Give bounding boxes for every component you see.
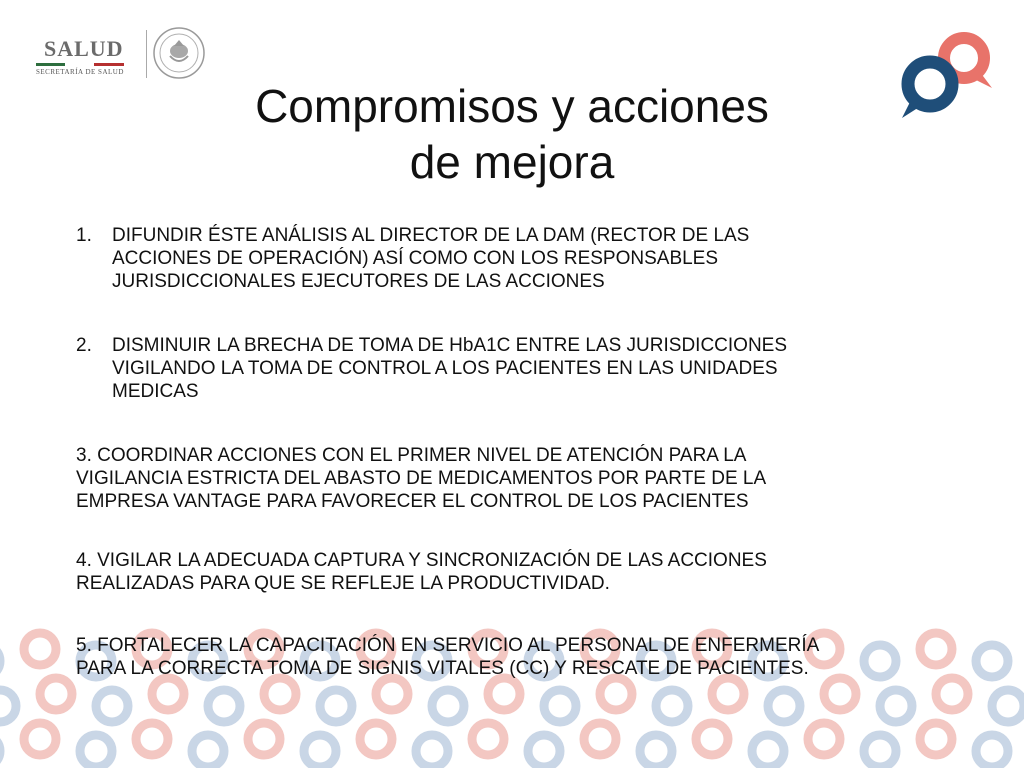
list-item: [76, 444, 976, 513]
title-line-2: de mejora: [409, 136, 615, 188]
pattern-ring: [808, 723, 840, 755]
list-item-number: 2.: [76, 335, 92, 356]
pattern-ring: [416, 735, 448, 767]
list-item-line: 5. FORTALECER LA CAPACITACIÓN EN SERVICIO AL PERSONAL DE ENFERMERÍA: [76, 635, 820, 656]
pattern-ring: [136, 723, 168, 755]
pattern-ring: [40, 678, 72, 710]
pattern-ring: [488, 678, 520, 710]
pattern-ring: [976, 645, 1008, 677]
list-item-line: JURISDICCIONALES EJECUTORES DE LAS ACCIONES: [112, 271, 605, 292]
list-item-line: MEDICAS: [112, 381, 199, 402]
pattern-ring: [656, 690, 688, 722]
title-line-1: Compromisos y acciones: [255, 80, 769, 132]
list-item-line: VIGILANCIA ESTRICTA DEL ABASTO DE MEDICAMENTOS POR PARTE DE LA: [76, 468, 767, 489]
salud-logo-stripe: [36, 63, 124, 66]
list-item-line: ACCIONES DE OPERACIÓN) ASÍ COMO CON LOS RESPONSABLES: [112, 248, 719, 269]
commitments-list: [76, 224, 976, 680]
list-item: [76, 224, 976, 293]
pattern-ring: [304, 735, 336, 767]
list-item-line: 4. VIGILAR LA ADECUADA CAPTURA Y SINCRONIZACIÓN DE LAS ACCIONES: [76, 550, 767, 571]
salud-logo: [32, 22, 222, 84]
pattern-ring: [992, 690, 1024, 722]
pattern-ring: [208, 690, 240, 722]
pattern-ring: [264, 678, 296, 710]
pattern-ring: [712, 678, 744, 710]
list-item: [76, 334, 976, 403]
list-item: [76, 634, 976, 680]
pattern-ring: [864, 735, 896, 767]
list-item: [76, 549, 976, 595]
pattern-ring: [976, 735, 1008, 767]
pattern-ring: [824, 678, 856, 710]
pattern-ring: [0, 690, 16, 722]
list-item-line: DIFUNDIR ÉSTE ANÁLISIS AL DIRECTOR DE LA DAM (RECTOR DE LAS: [112, 225, 750, 246]
pattern-ring: [192, 735, 224, 767]
pattern-ring: [360, 723, 392, 755]
pattern-ring: [600, 678, 632, 710]
pattern-ring: [320, 690, 352, 722]
pattern-ring: [696, 723, 728, 755]
pattern-ring: [584, 723, 616, 755]
pattern-ring: [640, 735, 672, 767]
logo-divider: [146, 30, 147, 78]
pattern-ring: [936, 678, 968, 710]
list-item-line: PARA LA CORRECTA TOMA DE SIGNIS VITALES (CC) Y RESCATE DE PACIENTES.: [76, 658, 809, 679]
list-item-line: VIGILANDO LA TOMA DE CONTROL A LOS PACIENTES EN LAS UNIDADES: [112, 358, 778, 379]
pattern-ring: [752, 735, 784, 767]
list-item-line: EMPRESA VANTAGE PARA FAVORECER EL CONTROL DE LOS PACIENTES: [76, 491, 749, 512]
pattern-ring: [880, 690, 912, 722]
pattern-ring: [472, 723, 504, 755]
pattern-ring: [920, 723, 952, 755]
list-item-number: 1.: [76, 225, 92, 246]
pattern-ring: [432, 690, 464, 722]
pattern-ring: [248, 723, 280, 755]
page-title: [0, 78, 1024, 190]
salud-logo-subtext: SECRETARÍA DE SALUD: [36, 68, 124, 76]
pattern-ring: [24, 633, 56, 665]
pattern-ring: [152, 678, 184, 710]
list-item-line: 3. COORDINAR ACCIONES CON EL PRIMER NIVEL DE ATENCIÓN PARA LA: [76, 445, 747, 466]
pattern-ring: [768, 690, 800, 722]
list-item-line: DISMINUIR LA BRECHA DE TOMA DE HbA1C ENTRE LAS JURISDICCIONES: [112, 335, 788, 356]
pattern-ring: [96, 690, 128, 722]
pattern-ring: [376, 678, 408, 710]
pattern-ring: [24, 723, 56, 755]
pattern-ring: [544, 690, 576, 722]
list-item-line: REALIZADAS PARA QUE SE REFLEJE LA PRODUCTIVIDAD.: [76, 573, 610, 594]
pattern-ring: [80, 735, 112, 767]
pattern-ring: [528, 735, 560, 767]
salud-logo-text: SALUD: [44, 36, 124, 61]
mexican-seal-icon: [152, 26, 206, 80]
